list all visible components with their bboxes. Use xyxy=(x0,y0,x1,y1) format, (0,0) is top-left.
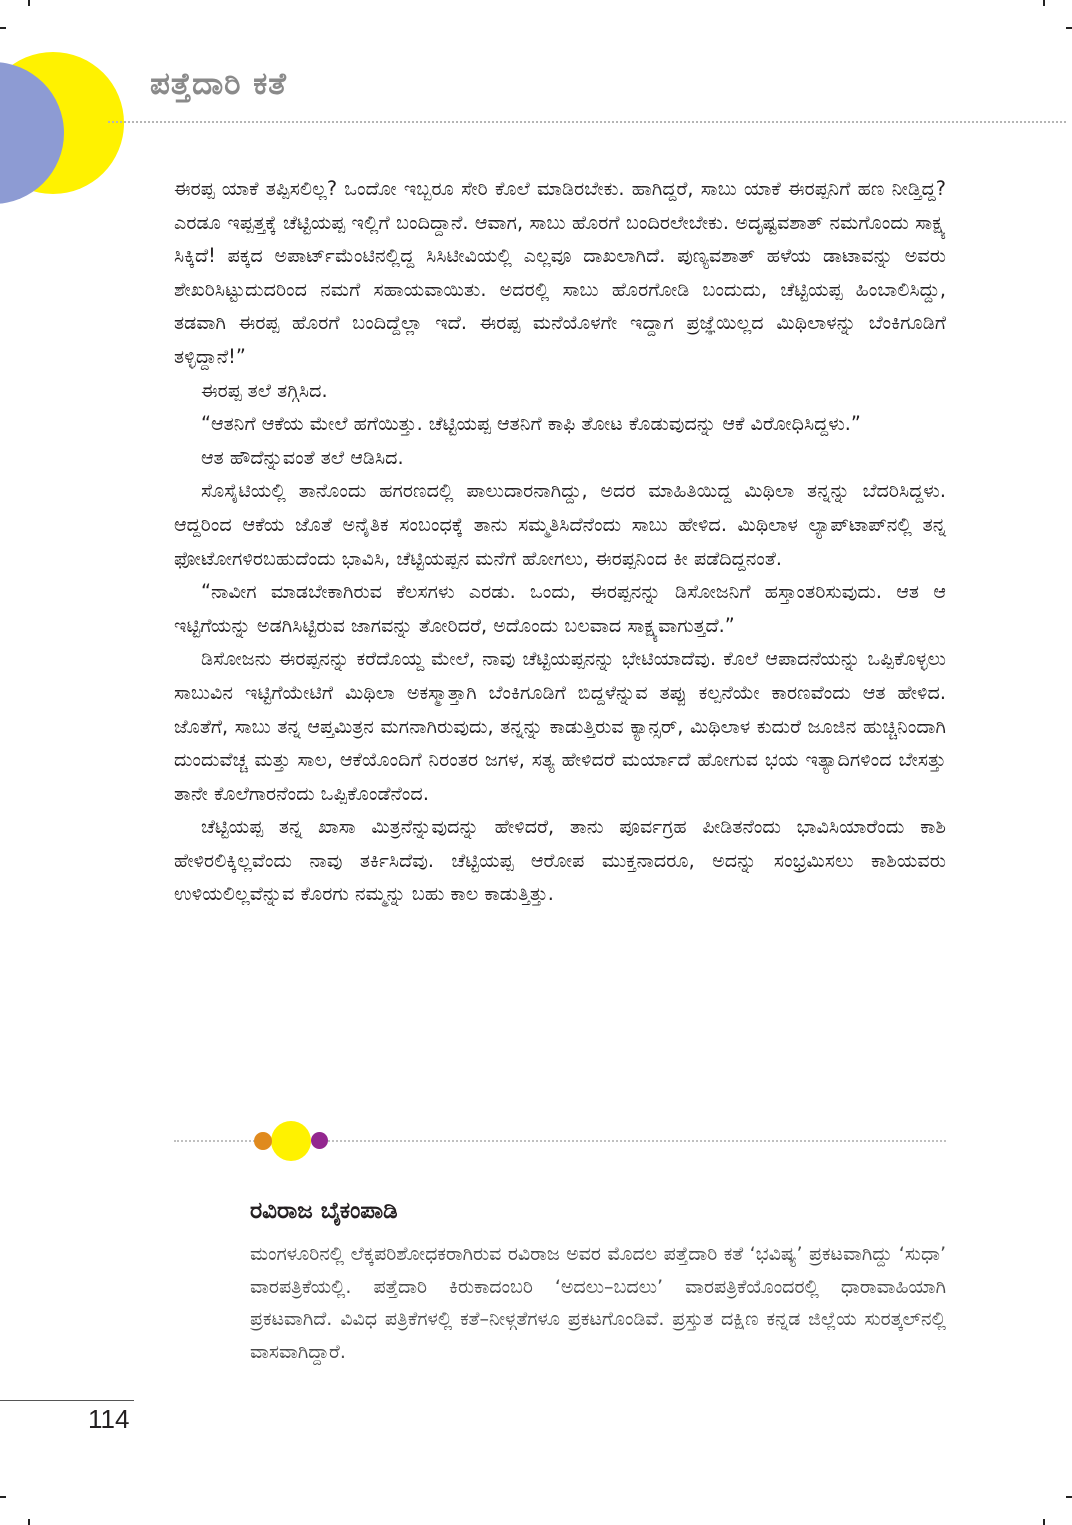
crop-mark xyxy=(28,0,30,6)
author-bio: ಮಂಗಳೂರಿನಲ್ಲಿ ಲೆಕ್ಕಪರಿಶೋಧಕರಾಗಿರುವ ರವಿರಾಜ ಅವರ ಮೊದಲ ಪತ್ತೆದಾರಿ ಕತೆ ‘ಭವಿಷ್ಯ’ ಪ್ರಕಟವಾಗಿದ್ದು ‘ಸುಧಾ’ ವಾರಪತ್ರಿಕೆಯಲ್ಲಿ. ಪತ್ತೆದಾರಿ ಕಿರುಕಾದಂಬರಿ ‘ಅದಲು–ಬದಲು’ ವಾರಪತ್ರಿಕೆಯೊಂದರಲ್ಲಿ ಧಾರಾವಾಹಿಯಾಗಿ ಪ್ರಕಟವಾಗಿದೆ. ವಿವಿಧ ಪತ್ರಿಕೆಗಳಲ್ಲಿ ಕತೆ–ನೀಳ್ಗತೆಗಳೂ ಪ್ರಕಟಗೊಂಡಿವೆ. ಪ್ರಸ್ತುತ ದಕ್ಷಿಣ ಕನ್ನಡ ಜಿಲ್ಲೆಯ ಸುರತ್ಕಲ್‌ನಲ್ಲಿ ವಾಸವಾಗಿದ್ದಾರೆ. xyxy=(250,1243,946,1363)
separator-purple-dot xyxy=(311,1132,328,1149)
crop-mark xyxy=(1043,0,1045,6)
separator-dotted-rule xyxy=(328,1140,946,1142)
page-number-rule xyxy=(0,1400,134,1401)
separator-dotted-rule xyxy=(174,1140,258,1142)
story-body xyxy=(174,172,946,911)
story-paragraph: ಡಿಸೋಜನು ಈರಪ್ಪನನ್ನು ಕರೆದೊಯ್ದ ಮೇಲೆ, ನಾವು ಚೆಟ್ಟಿಯಪ್ಪನನ್ನು ಭೇಟಿಯಾದೆವು. ಕೊಲೆ ಆಪಾದನೆಯನ್ನು ಒಪ್ಪಿಕೊಳ್ಳಲು ಸಾಬುವಿನ ಇಟ್ಟಿಗೆಯೇಟಿಗೆ ಮಿಥಿಲಾ ಅಕಸ್ಮಾತ್ತಾಗಿ ಬೆಂಕಿಗೂಡಿಗೆ ಬಿದ್ದಳೆನ್ನುವ ತಪ್ಪು ಕಲ್ಪನೆಯೇ ಕಾರಣವೆಂದು ಆತ ಹೇಳಿದ. ಜೊತೆಗೆ, ಸಾಬು ತನ್ನ ಆಪ್ತಮಿತ್ರನ ಮಗನಾಗಿರುವುದು, ತನ್ನನ್ನು ಕಾಡುತ್ತಿರುವ ಕ್ಯಾನ್ಸರ್, ಮಿಥಿಲಾಳ ಕುದುರೆ ಜೂಜಿನ ಹುಚ್ಚಿನಿಂದಾಗಿ ದುಂದುವೆಚ್ಚ ಮತ್ತು ಸಾಲ, ಆಕೆಯೊಂದಿಗೆ ನಿರಂತರ ಜಗಳ, ಸತ್ಯ ಹೇಳಿದರೆ ಮರ್ಯಾದೆ ಹೋಗುವ ಭಯ ಇತ್ಯಾದಿಗಳಿಂದ ಬೇಸತ್ತು ತಾನೇ ಕೊಲೆಗಾರನೆಂದು ಒಪ್ಪಿಕೊಂಡೆನೆಂದ. xyxy=(174,647,946,805)
story-paragraph: ಈರಪ್ಪ ತಲೆ ತಗ್ಗಿಸಿದ. xyxy=(201,378,328,402)
author-name: ರವಿರಾಜ ಬೈಕಂಪಾಡಿ xyxy=(250,1198,398,1224)
crop-mark xyxy=(0,27,6,29)
crop-mark xyxy=(1066,27,1072,29)
story-paragraph: “ಆತನಿಗೆ ಆಕೆಯ ಮೇಲೆ ಹಗೆಯಿತ್ತು. ಚೆಟ್ಟಿಯಪ್ಪ ಆತನಿಗೆ ಕಾಫಿ ತೋಟ ಕೊಡುವುದನ್ನು ಆಕೆ ವಿರೋಧಿಸಿದ್ದಳು.” xyxy=(201,412,861,436)
story-paragraph: ಈರಪ್ಪ ಯಾಕೆ ತಪ್ಪಿಸಲಿಲ್ಲ? ಒಂದೋ ಇಬ್ಬರೂ ಸೇರಿ ಕೊಲೆ ಮಾಡಿರಬೇಕು. ಹಾಗಿದ್ದರೆ, ಸಾಬು ಯಾಕೆ ಈರಪ್ಪನಿಗೆ ಹಣ ನೀಡ್ತಿದ್ದ? ಎರಡೂ ಇಪ್ಪತ್ತಕ್ಕೆ ಚೆಟ್ಟಿಯಪ್ಪ ಇಲ್ಲಿಗೆ ಬಂದಿದ್ದಾನೆ. ಆವಾಗ, ಸಾಬು ಹೊರಗೆ ಬಂದಿರಲೇಬೇಕು. ಅದೃಷ್ಟವಶಾತ್ ನಮಗೊಂದು ಸಾಕ್ಷ್ಯ ಸಿಕ್ಕಿದೆ! ಪಕ್ಕದ ಅಪಾರ್ಟ್‌ಮೆಂಟಿನಲ್ಲಿದ್ದ ಸಿಸಿಟೀವಿಯಲ್ಲಿ ಎಲ್ಲವೂ ದಾಖಲಾಗಿದೆ. ಪುಣ್ಯವಶಾತ್ ಹಳೆಯ ಡಾಟಾವನ್ನು ಅವರು ಶೇಖರಿಸಿಟ್ಟುದುದರಿಂದ ನಮಗೆ ಸಹಾಯವಾಯಿತು. ಅದರಲ್ಲಿ ಸಾಬು ಹೊರಗೋಡಿ ಬಂದುದು, ಚೆಟ್ಟಿಯಪ್ಪ ಹಿಂಬಾಲಿಸಿದ್ದು, ತಡವಾಗಿ ಈರಪ್ಪ ಹೊರಗೆ ಬಂದಿದ್ದೆಲ್ಲಾ ಇದೆ. ಈರಪ್ಪ ಮನೆಯೊಳಗೇ ಇದ್ದಾಗ ಪ್ರಜ್ಞೆಯಿಲ್ಲದ ಮಿಥಿಲಾಳನ್ನು ಬೆಂಕಿಗೂಡಿಗೆ ತಳ್ಳಿದ್ದಾನೆ!” xyxy=(174,177,946,368)
story-paragraph: “ನಾವೀಗ ಮಾಡಬೇಕಾಗಿರುವ ಕೆಲಸಗಳು ಎರಡು. ಒಂದು, ಈರಪ್ಪನನ್ನು ಡಿಸೋಜನಿಗೆ ಹಸ್ತಾಂತರಿಸುವುದು. ಆತ ಆ ಇಟ್ಟಿಗೆಯನ್ನು ಅಡಗಿಸಿಟ್ಟಿರುವ ಜಾಗವನ್ನು ತೋರಿದರೆ, ಅದೊಂದು ಬಲವಾದ ಸಾಕ್ಷ್ಯವಾಗುತ್ತದೆ.” xyxy=(174,580,946,637)
story-paragraph: ಚೆಟ್ಟಿಯಪ್ಪ ತನ್ನ ಖಾಸಾ ಮಿತ್ರನೆನ್ನುವುದನ್ನು ಹೇಳಿದರೆ, ತಾನು ಪೂರ್ವಗ್ರಹ ಪೀಡಿತನೆಂದು ಭಾವಿಸಿಯಾರೆಂದು ಕಾಶಿ ಹೇಳಿರಲಿಕ್ಕಿಲ್ಲವೆಂದು ನಾವು ತರ್ಕಿಸಿದೆವು. ಚೆಟ್ಟಿಯಪ್ಪ ಆರೋಪ ಮುಕ್ತನಾದರೂ, ಅದನ್ನು ಸಂಭ್ರಮಿಸಲು ಕಾಶಿಯವರು ಉಳಿಯಲಿಲ್ಲವೆನ್ನುವ ಕೊರಗು ನಮ್ಮನ್ನು ಬಹು ಕಾಲ ಕಾಡುತ್ತಿತ್ತು. xyxy=(174,815,946,906)
crop-mark xyxy=(0,1496,6,1498)
crop-mark xyxy=(28,1519,30,1525)
separator-orange-dot xyxy=(254,1132,272,1150)
crop-mark xyxy=(1066,1496,1072,1498)
story-paragraph: ಸೊಸೈಟಿಯಲ್ಲಿ ತಾನೊಂದು ಹಗರಣದಲ್ಲಿ ಪಾಲುದಾರನಾಗಿದ್ದು, ಅದರ ಮಾಹಿತಿಯಿದ್ದ ಮಿಥಿಲಾ ತನ್ನನ್ನು ಬೆದರಿಸಿದ್ದಳು. ಆದ್ದರಿಂದ ಆಕೆಯ ಜೊತೆ ಅನೈತಿಕ ಸಂಬಂಧಕ್ಕೆ ತಾನು ಸಮ್ಮತಿಸಿದೆನೆಂದು ಸಾಬು ಹೇಳಿದ. ಮಿಥಿಲಾಳ ಲ್ಯಾಪ್‌ಟಾಪ್‌ನಲ್ಲಿ ತನ್ನ ಫೋಟೋಗಳಿರಬಹುದೆಂದು ಭಾವಿಸಿ, ಚೆಟ್ಟಿಯಪ್ಪನ ಮನೆಗೆ ಹೋಗಲು, ಈರಪ್ಪನಿಂದ ಕೀ ಪಡೆದಿದ್ದನಂತೆ. xyxy=(174,479,946,570)
crop-mark xyxy=(1043,1519,1045,1525)
section-title: ಪತ್ತೆದಾರಿ ಕತೆ xyxy=(150,66,287,102)
page-number: 114 xyxy=(88,1404,130,1434)
story-paragraph: ಆತ ಹೌದೆನ್ನುವಂತೆ ತಲೆ ಆಡಿಸಿದ. xyxy=(201,445,404,469)
header-dotted-rule xyxy=(108,121,1066,123)
separator-yellow-dot xyxy=(271,1121,311,1161)
